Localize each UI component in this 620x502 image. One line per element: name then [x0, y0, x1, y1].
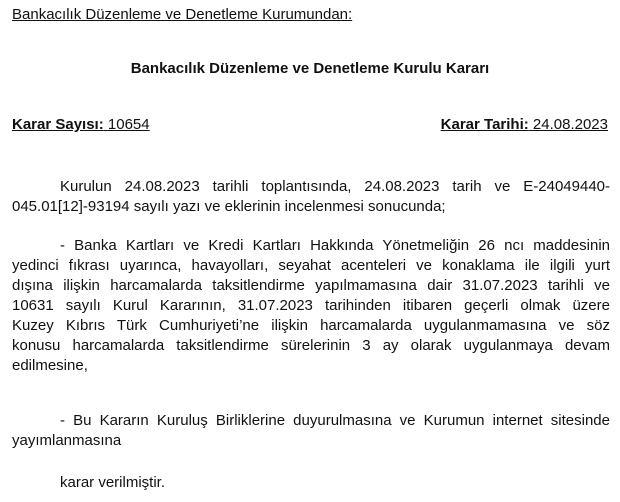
paragraph-intro	[12, 177, 610, 217]
paragraph-line: - Banka Kartları ve Kredi Kartları Hakkında Yönetmeliğin 26 ncı maddesinin	[60, 237, 610, 254]
paragraph-line: Kurulun 24.08.2023 tarihli toplantısında, 24.08.2023 tarih ve E-24049440-	[60, 178, 610, 195]
decision-date-label: Karar Tarihi:	[440, 116, 529, 133]
decision-date	[441, 116, 608, 134]
paragraph-line: 10631 sayılı Kurul Kararının, 31.07.2023 tarihinden itibaren geçerli olmak üzere	[12, 297, 610, 314]
decision-number-value: 10654	[107, 116, 150, 133]
decision-number-label: Karar Sayısı:	[12, 116, 104, 133]
paragraph-line: edilmesine,	[12, 357, 88, 374]
paragraph-line: yayımlanmasına	[12, 432, 122, 449]
decision-date-value: 24.08.2023	[532, 116, 608, 133]
paragraph-line: - Bu Kararın Kuruluş Birliklerine duyurulmasına ve Kurumun internet sitesinde	[60, 412, 610, 429]
paragraph-line: konusu harcamalarda taksitlendirme sürelerinin 3 ay olarak uygulanmaya devam	[12, 337, 610, 354]
closing-statement: karar verilmiştir.	[60, 474, 166, 491]
paragraph-line: Kuzey Kıbrıs Türk Cumhuriyeti’ne ilişkin harcamalarda uygulanmamasına ve söz	[12, 317, 610, 334]
paragraph-line: yedinci fıkrası uyarınca, havayolları, seyahat acenteleri ve konaklama ile ilgili yurt	[12, 257, 610, 274]
document-title: Bankacılık Düzenleme ve Denetleme Kurulu Kararı	[130, 60, 490, 77]
paragraph-line: dışına ilişkin harcamalarda taksitlendirme yapılmamasına dair 31.07.2023 tarihli ve	[12, 277, 610, 294]
issuer-heading: Bankacılık Düzenleme ve Denetleme Kurumundan:	[12, 6, 353, 23]
paragraph-line: 045.01[12]-93194 sayılı yazı ve eklerinin incelenmesi sonucunda;	[12, 198, 446, 215]
paragraph-decision-item-2	[12, 411, 610, 451]
decision-number	[12, 116, 150, 134]
paragraph-decision-item-1	[12, 236, 610, 376]
